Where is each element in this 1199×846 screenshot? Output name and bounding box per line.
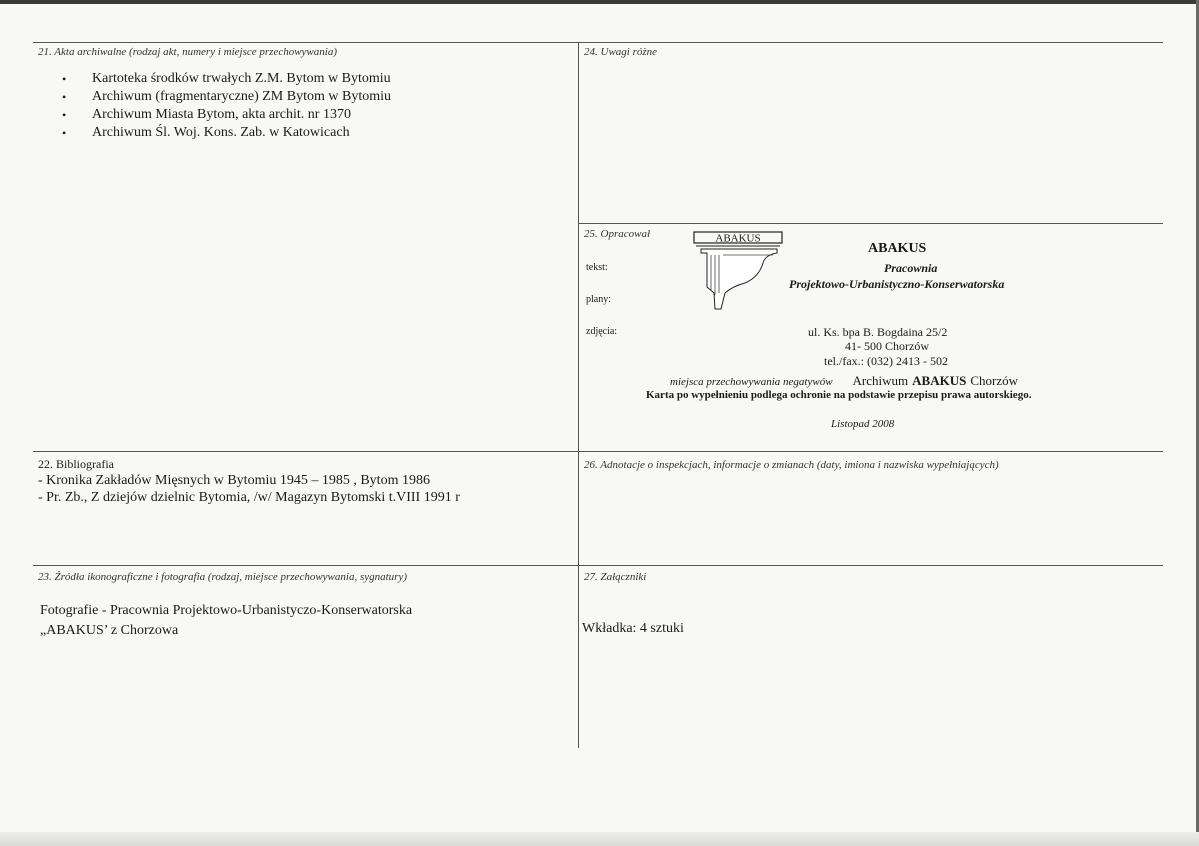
negatives-storage bbox=[670, 372, 1018, 390]
section-24-header: 24. Uwagi różne bbox=[584, 46, 658, 58]
plans-author-label: plany: bbox=[586, 294, 611, 305]
abakus-column-logo bbox=[693, 231, 785, 311]
document-date: Listopad 2008 bbox=[831, 418, 895, 430]
negatives-label: miejsca przechowywania negatywów bbox=[670, 376, 833, 388]
photo-sources-line-1: Fotografie - Pracownia Projektowo-Urbanistyczo-Konserwatorska bbox=[40, 603, 413, 618]
section-27-header: 27. Załączniki bbox=[584, 571, 647, 583]
archive-records-list bbox=[62, 70, 391, 142]
photos-author-label: zdjęcia: bbox=[586, 326, 618, 337]
list-item: • Archiwum Miasta Bytom, akta archit. nr 1370 bbox=[62, 106, 391, 124]
company-name: ABAKUS bbox=[868, 241, 927, 256]
bibliography-item: - Pr. Zb., Z dziejów dzielnic Bytomia, /w/ Magazyn Bytomski t.VIII 1991 r bbox=[38, 490, 460, 505]
section-25-header: 25. Opracował bbox=[584, 228, 650, 240]
form-top-border bbox=[33, 42, 1163, 43]
divider-row-2 bbox=[33, 451, 1163, 452]
attachments-count: Wkładka: 4 sztuki bbox=[582, 621, 684, 636]
copyright-notice: Karta po wypełnieniu podlega ochronie na podstawie przepisu prawa autorskiego. bbox=[646, 389, 1032, 401]
negatives-company: ABAKUS bbox=[912, 373, 967, 388]
section-21-header: 21. Akta archiwalne (rodzaj akt, numery i miejsce przechowywania) bbox=[38, 46, 337, 58]
list-item: • Kartoteka środków trwałych Z.M. Bytom w Bytomiu bbox=[62, 70, 391, 88]
list-item: • Archiwum Śl. Woj. Kons. Zab. w Katowicach bbox=[62, 124, 391, 142]
divider-24-25 bbox=[578, 223, 1163, 224]
company-workshop: Pracownia bbox=[884, 261, 938, 275]
section-23-header: 23. Źródła ikonograficzne i fotografia (rodzaj, miejsce przechowywania, sygnatury) bbox=[38, 571, 407, 583]
logo-text: ABAKUS bbox=[715, 232, 761, 245]
section-26-header: 26. Adnotacje o inspekcjach, informacje o zmianach (daty, imiona i nazwiska wypełniających) bbox=[584, 459, 999, 471]
scan-bottom-edge bbox=[0, 832, 1199, 846]
form-column-divider bbox=[578, 42, 579, 748]
address-city: 41- 500 Chorzów bbox=[845, 339, 929, 353]
contact-phone: tel./fax.: (032) 2413 - 502 bbox=[824, 354, 948, 368]
negatives-prefix: Archiwum bbox=[852, 373, 909, 388]
bibliography-item: - Kronika Zakładów Mięsnych w Bytomiu 1945 – 1985 , Bytom 1986 bbox=[38, 473, 430, 488]
company-workshop-type: Projektowo-Urbanistyczno-Konserwatorska bbox=[789, 277, 1005, 291]
divider-row-3 bbox=[33, 565, 1163, 566]
list-item: • Archiwum (fragmentaryczne) ZM Bytom w Bytomiu bbox=[62, 88, 391, 106]
section-22-header: 22. Bibliografia bbox=[38, 457, 114, 471]
negatives-city: Chorzów bbox=[970, 373, 1019, 388]
text-author-label: tekst: bbox=[586, 262, 608, 273]
scan-top-edge bbox=[0, 0, 1199, 4]
photo-sources-line-2: „ABAKUS’ z Chorzowa bbox=[40, 623, 179, 638]
address-street: ul. Ks. bpa B. Bogdaina 25/2 bbox=[808, 325, 948, 339]
